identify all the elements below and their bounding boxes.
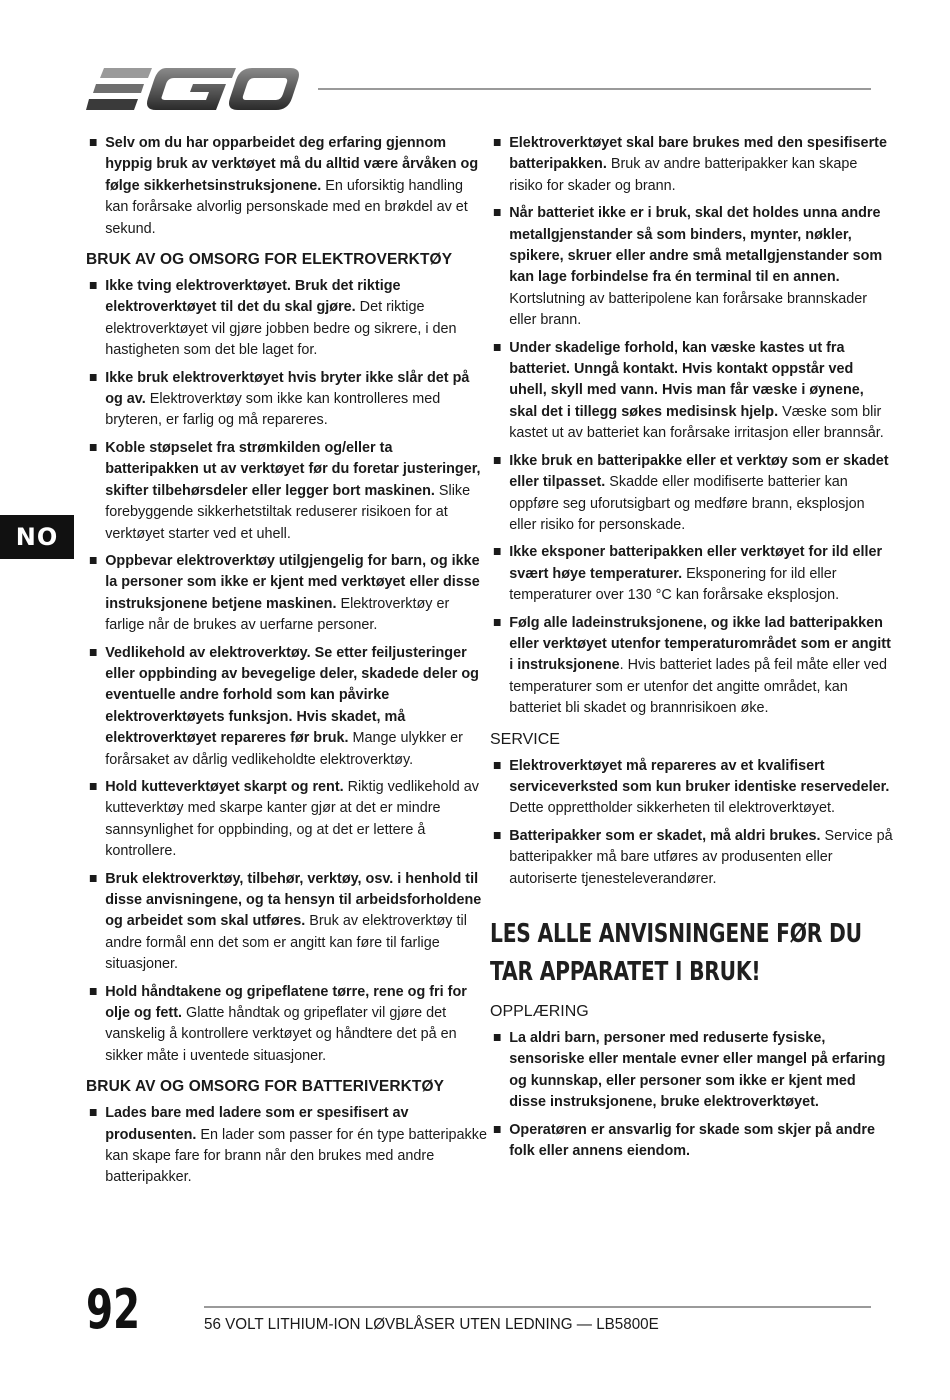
square-bullet-icon	[494, 209, 501, 216]
square-bullet-icon	[494, 548, 501, 555]
square-bullet-icon	[494, 344, 501, 351]
list-item-bold-text: Oppbevar elektroverktøy utilgjengelig for barn, og ikke la personer som ikke er kjent med verktøyet eller disse instruksjonene betjene maskinen.	[105, 551, 480, 612]
square-bullet-icon	[494, 762, 501, 769]
list-item-bold-text: Selv om du har opparbeidet deg erfaring gjennom hyppig bruk av verktøyet må du alltid være årvåken og følge sikkerhetsinstruksjonene.	[105, 134, 479, 194]
footer-title: 56 VOLT LITHIUM-ION LØVBLÅSER UTEN LEDNING — LB5800E	[204, 1316, 659, 1333]
square-bullet-icon	[494, 457, 501, 464]
list-item-bold-text: Ikke eksponer batteripakken eller verktøyet for ild eller svært høye temperaturer.	[509, 543, 883, 582]
list-item-text: En lader som passer for én type batteripakke kan skape fare for brann når den brukes med andre batteripakker.	[105, 1125, 487, 1186]
square-bullet-icon	[494, 1034, 501, 1041]
square-bullet-icon	[90, 649, 97, 656]
square-bullet-icon	[90, 1109, 97, 1116]
list-item-text: Eksponering for ild eller temperaturer over 130 °C kan forårsake eksplosjon.	[509, 564, 840, 604]
square-bullet-icon	[90, 139, 97, 146]
list-item-bold-text: Batteripakker som er skadet, må aldri brukes.	[509, 826, 821, 844]
list-item-text: Mange ulykker er forårsaket av dårlig vedlikeholdte elektroverktøy.	[105, 729, 463, 768]
list-item	[86, 1102, 489, 1188]
list-item-bold-text: Ikke bruk en batteripakke eller et verktøy som er skadet eller tilpasset.	[509, 451, 889, 491]
square-bullet-icon	[494, 619, 501, 626]
list-item-text: Skadde eller modifiserte batterier kan oppføre seg uforutsigbart og medføre brann, eksplosjon eller risiko for personskade.	[509, 473, 865, 533]
list-item-text: Kortslutning av batteripolene kan forårsake brannskader eller brann.	[509, 289, 868, 329]
section-heading-service: SERVICE	[490, 730, 560, 748]
list-item	[490, 612, 893, 719]
list-item-bold-text: La aldri barn, personer med reduserte fysiske, sensoriske eller mentale evner eller mangel på erfaring og kunnskap, eller personer som ikke er kjent med disse instruksjonene, bruke elektroverktøyet.	[509, 1029, 886, 1111]
list-item-bold-text: Vedlikehold av elektroverktøy. Se etter feiljusteringer eller oppbinding av bevegelige deler, skadede deler og eventuelle andre forhold som kan påvirke elektroverktøyets funksjon. Hvis skadet, må elektroverktøyet repareres før bruk.	[105, 643, 479, 747]
section-heading-power-tool-use: BRUK AV OG OMSORG FOR ELEKTROVERKTØY	[86, 251, 453, 269]
list-item	[86, 550, 489, 636]
list-item	[86, 437, 489, 544]
list-item-text: Riktig vedlikehold av kutteverktøy med skarpe kanter gjør at det er mindre sannsynlighet for oppbinding, og at det er lettere å kontrollere.	[105, 777, 479, 860]
list-item-bold-text: Når batteriet ikke er i bruk, skal det holdes unna andre metallgjenstander så som binders, mynter, nøkler, spikere, skruer eller andre små metallgjenstander som kan lage forbindelse fra én terminal til en annen.	[509, 204, 883, 286]
page-number: 92	[86, 1278, 141, 1341]
list-item-bold-text: Lades bare med ladere som er spesifisert av produsenten.	[105, 1104, 409, 1143]
list-item-text: Bruk av elektroverktøy til andre formål enn det som er angitt kan føre til farlige situasjoner.	[105, 912, 467, 973]
section-heading-training: OPPLÆRING	[490, 1003, 589, 1020]
list-item-text: Service på batteripakker må bare utføres av produsenten eller autoriserte tjenesteleverandører.	[509, 826, 893, 887]
square-bullet-icon	[494, 832, 501, 839]
list-item-text: Slike forebyggende sikkerhetstiltak reduserer risikoen for at verktøyet starter ved et uhell.	[105, 481, 471, 542]
ego-logo	[86, 64, 300, 114]
list-item-bold-text: Elektroverktøyet må repareres av et kvalifisert serviceverksted som kun bruker identiske reservedeler.	[509, 756, 890, 795]
list-item-bold-text: Bruk elektroverktøy, tilbehør, verktøy, osv. i henhold til disse anvisningene, og ta hensyn til arbeidsforholdene og arbeidet som skal utføres.	[105, 869, 482, 930]
list-item-text: Dette opprettholder sikkerheten til elektroverktøyet.	[509, 799, 835, 817]
list-item-bold-text: Hold kutteverktøyet skarpt og rent.	[105, 777, 344, 795]
list-item	[86, 132, 489, 239]
square-bullet-icon	[494, 139, 501, 146]
square-bullet-icon	[90, 557, 97, 564]
square-bullet-icon	[90, 783, 97, 790]
list-item	[86, 367, 489, 431]
list-item	[490, 755, 893, 819]
list-item-bold-text: Operatøren er ansvarlig for skade som skjer på andre folk eller annens eiendom.	[509, 1120, 875, 1160]
list-item-text: Glatte håndtak og gripeflater vil gjøre det vanskelig å kontrollere verktøyet og håndtere det på en sikker måte i uventede situasjoner.	[105, 1004, 457, 1064]
list-item-text: Elektroverktøy er farlige når de brukes av uerfarne personer.	[105, 594, 450, 634]
list-item	[86, 981, 489, 1067]
square-bullet-icon	[90, 282, 97, 289]
list-item-text: Væske som blir kastet ut av batteriet kan forårsake irritasjon eller brannsår.	[509, 402, 884, 442]
left-column	[86, 132, 487, 1194]
square-bullet-icon	[90, 875, 97, 882]
list-item-text: En uforsiktig handling kan forårsake alvorlig personskade med en brøkdel av et sekund.	[105, 176, 468, 237]
list-item-bold-text: Ikke tving elektroverktøyet. Bruk det riktige elektroverktøyet til det du skal gjøre.	[105, 277, 401, 316]
list-item-text: Elektroverktøy som ikke kan kontrolleres med bryteren, er farlig og må repareres.	[105, 390, 441, 429]
square-bullet-icon	[90, 988, 97, 995]
list-item	[490, 1119, 893, 1162]
list-item	[86, 776, 489, 862]
list-item-text: Det riktige elektroverktøyet vil gjøre jobben bedre og sikrere, i den hastigheten som det ble laget for.	[105, 298, 457, 359]
list-item	[490, 337, 893, 444]
right-column	[490, 132, 893, 1167]
square-bullet-icon	[494, 1126, 501, 1133]
list-item-bold-text: Hold håndtakene og gripeflatene tørre, rene og fri for olje og fett.	[105, 982, 467, 1022]
header-rule	[318, 88, 871, 90]
list-item	[490, 825, 893, 889]
list-item-bold-text: Elektroverktøyet skal bare brukes med den spesifiserte batteripakken.	[509, 134, 887, 173]
list-item-bold-text: Ikke bruk elektroverktøyet hvis bryter ikke slår det på og av.	[105, 368, 470, 408]
list-item	[490, 1027, 893, 1113]
list-item	[490, 450, 893, 536]
list-item	[86, 642, 489, 770]
list-item	[86, 275, 489, 361]
square-bullet-icon	[90, 444, 97, 451]
list-item-text: . Hvis batteriet lades på feil måte eller ved temperaturer som er utenfor det angitte området, kan batteriet bli skadet og brannrisikoen øke.	[509, 656, 887, 717]
footer-rule	[204, 1306, 871, 1308]
list-item-bold-text: Følg alle ladeinstruksjonene, og ikke lad batteripakken eller verktøyet utenfor temperaturområdet som er angitt i instruksjonene	[509, 613, 891, 674]
list-item	[86, 868, 489, 975]
list-item	[490, 132, 893, 196]
list-item	[490, 202, 893, 330]
section-heading-battery-tool-use: BRUK AV OG OMSORG FOR BATTERIVERKTØY	[86, 1078, 445, 1096]
main-warning-heading: LES ALLE ANVISNINGENE FØR DU TAR APPARATET I BRUK!	[490, 919, 862, 987]
list-item-bold-text: Under skadelige forhold, kan væske kastes ut fra batteriet. Unngå kontakt. Hvis kontakt oppstår ved uhell, skyll med vann. Hvis man får væske i øynene, skal det i tillegg søkes medisinsk hjelp.	[509, 338, 864, 420]
list-item	[490, 541, 893, 605]
square-bullet-icon	[90, 374, 97, 381]
list-item-text: Bruk av andre batteripakker kan skape risiko for skader og brann.	[509, 155, 858, 194]
list-item-bold-text: Koble støpselet fra strømkilden og/eller ta batteripakken ut av verktøyet før du foretar justeringer, skifter tilbehørsdeler eller legger bort maskinen.	[105, 438, 481, 499]
language-tab: NO	[0, 515, 74, 559]
